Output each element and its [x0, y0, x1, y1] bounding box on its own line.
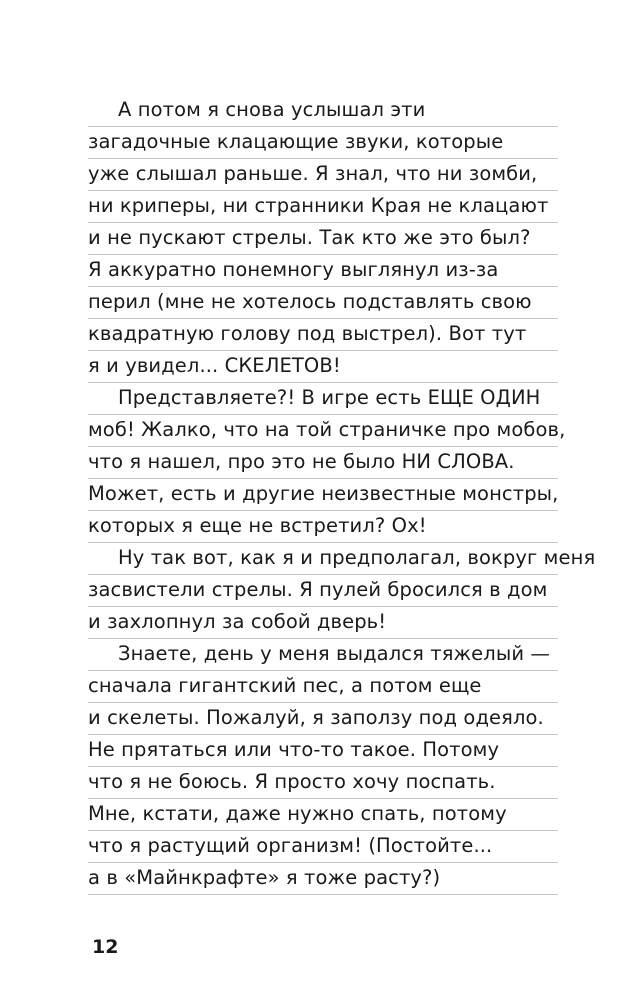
text-line — [88, 159, 558, 191]
text-line-content: Знаете, день у меня выдался тяжелый — — [118, 642, 551, 665]
text-line-content: и не пускают стрелы. Так кто же это был? — [88, 226, 531, 249]
text-line — [88, 511, 558, 543]
text-line-content: уже слышал раньше. Я знал, что ни зомби, — [88, 162, 538, 185]
text-line — [88, 671, 558, 703]
text-line-content: сначала гигантский пес, а потом еще — [88, 674, 482, 697]
text-line — [88, 287, 558, 319]
text-line — [88, 735, 558, 767]
text-line-content: перил (мне не хотелось подставлять свою — [88, 290, 532, 313]
text-line-content: квадратную голову под выстрел). Вот тут — [88, 322, 527, 345]
ruled-text-block — [88, 95, 596, 895]
text-line-content: и скелеты. Пожалуй, я заползу под одеяло. — [88, 706, 544, 729]
text-line-content: что я растущий организм! (Постойте... — [88, 834, 493, 857]
text-line — [88, 95, 558, 127]
text-line — [88, 255, 558, 287]
text-line — [88, 639, 558, 671]
text-line — [88, 863, 558, 895]
text-line — [88, 447, 558, 479]
text-line — [88, 831, 558, 863]
text-line-content: ни криперы, ни странники Края не клацают — [88, 194, 549, 217]
text-line-content: Ну так вот, как я и предполагал, вокруг меня — [118, 546, 596, 569]
text-line — [88, 575, 558, 607]
text-line-content: моб! Жалко, что на той страничке про мобов, — [88, 418, 566, 441]
text-line — [88, 127, 558, 159]
text-line-content: засвистели стрелы. Я пулей бросился в дом — [88, 578, 548, 601]
text-line-content: которых я еще не встретил? Ох! — [88, 514, 427, 537]
text-line — [88, 223, 558, 255]
text-line-content: и захлопнул за собой дверь! — [88, 610, 387, 633]
text-line-content: Я аккуратно понемногу выглянул из-за — [88, 258, 499, 281]
text-line-content: А потом я снова услышал эти — [118, 98, 426, 121]
text-line-content: Может, есть и другие неизвестные монстры, — [88, 482, 559, 505]
text-line — [88, 479, 558, 511]
text-line — [88, 703, 558, 735]
text-line-content: загадочные клацающие звуки, которые — [88, 130, 504, 153]
text-line-content: что я нашел, про это не было НИ СЛОВА. — [88, 450, 515, 473]
text-line — [88, 607, 558, 639]
text-line — [88, 383, 558, 415]
text-line — [88, 543, 596, 575]
text-line — [88, 767, 558, 799]
text-line — [88, 319, 558, 351]
text-line — [88, 191, 558, 223]
text-line — [88, 415, 566, 447]
text-line-content: а в «Майнкрафте» я тоже расту?) — [88, 866, 441, 889]
text-line-content: Мне, кстати, даже нужно спать, потому — [88, 802, 507, 825]
text-line — [88, 799, 558, 831]
text-line-content: Не прятаться или что-то такое. Потому — [88, 738, 500, 761]
text-line-content: что я не боюсь. Я просто хочу поспать. — [88, 770, 496, 793]
page-number: 12 — [92, 936, 119, 958]
text-line-content: Представляете?! В игре есть ЕЩЕ ОДИН — [118, 386, 541, 409]
text-line-content: я и увидел... СКЕЛЕТОВ! — [88, 354, 341, 377]
text-line — [88, 351, 558, 383]
